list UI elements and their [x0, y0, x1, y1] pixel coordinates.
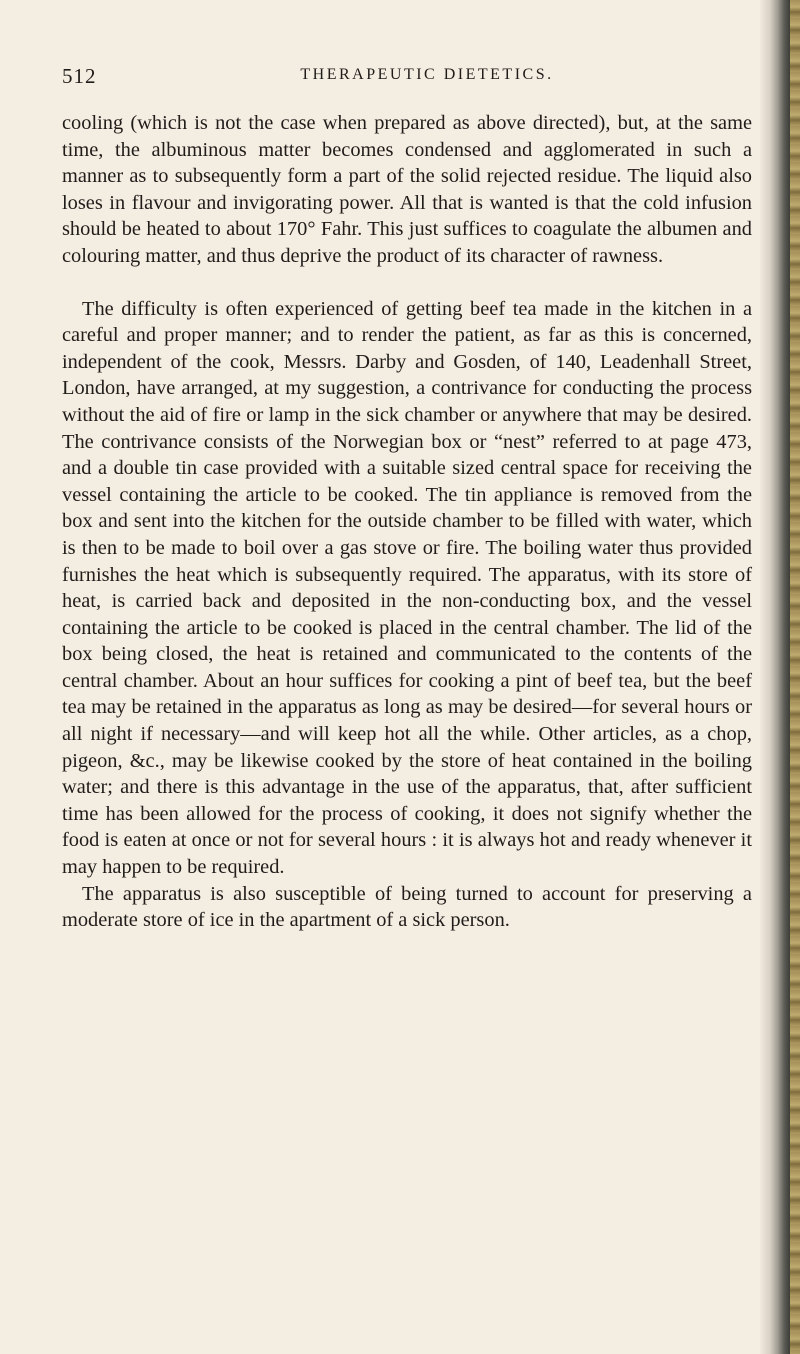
page-header — [62, 64, 752, 94]
paragraph-3: The apparatus is also susceptible of being turned to account for preserving a moderate store of ice in the apartment of a sick person. — [62, 882, 752, 932]
gilt-page-edge — [790, 0, 800, 1354]
paragraph-2: The difficulty is often experienced of getting beef tea made in the kitchen in a careful and proper manner; and to render the patient, as far as this is concerned, independent of the cook, Messrs. Darby and Gosden, of 140, Leadenhall Street, London, have arranged, at my suggestion, a contrivance for conducting the process without the aid of fire or lamp in the sick chamber or anywhere that may be desired. The contrivance consists of the Norwegian box or “nest” referred to at page 473, and a double tin case provided with a suitable sized central space for receiving the vessel containing the article to be cooked. The tin appliance is removed from the box and sent into the kitchen for the outside chamber to be filled with water, which is then to be made to boil over a gas stove or fire. The boiling water thus provided furnishes the heat which is subsequently required. The apparatus, with its store of heat, is carried back and deposited in the non-conducting box, and the vessel containing the article to be cooked is placed in the central chamber. The lid of the box being closed, the heat is retained and communicated to the contents of the central chamber. About an hour suffices for cooking a pint of beef tea, but the beef tea may be retained in the apparatus as long as may be desired—for several hours or all night if necessary—and will keep hot all the while. Other articles, as a chop, pigeon, &c., may be likewise cooked by the store of heat contained in the boiling water; and there is this advantage in the use of the apparatus, that, after sufficient time has been allowed for the process of cooking, it does not signify whether the food is eaten at once or not for several hours : it is always hot and ready whenever it may happen to be required. — [62, 297, 752, 879]
page-number: 512 — [62, 64, 97, 88]
running-head: THERAPEUTIC DIETETICS. — [300, 66, 554, 83]
paragraph-1: cooling (which is not the case when prepared as above directed), but, at the same time, the albuminous matter becomes condensed and agglomerated in such a manner as to subsequently form a part of the solid rejected residue. The liquid also loses in flavour and invigorating power. All that is wanted is that the cold infusion should be heated to about 170° Fahr. This just suffices to coagulate the albumen and colouring matter, and thus deprive the product of its character of rawness. — [62, 112, 752, 267]
body-text — [62, 110, 752, 934]
